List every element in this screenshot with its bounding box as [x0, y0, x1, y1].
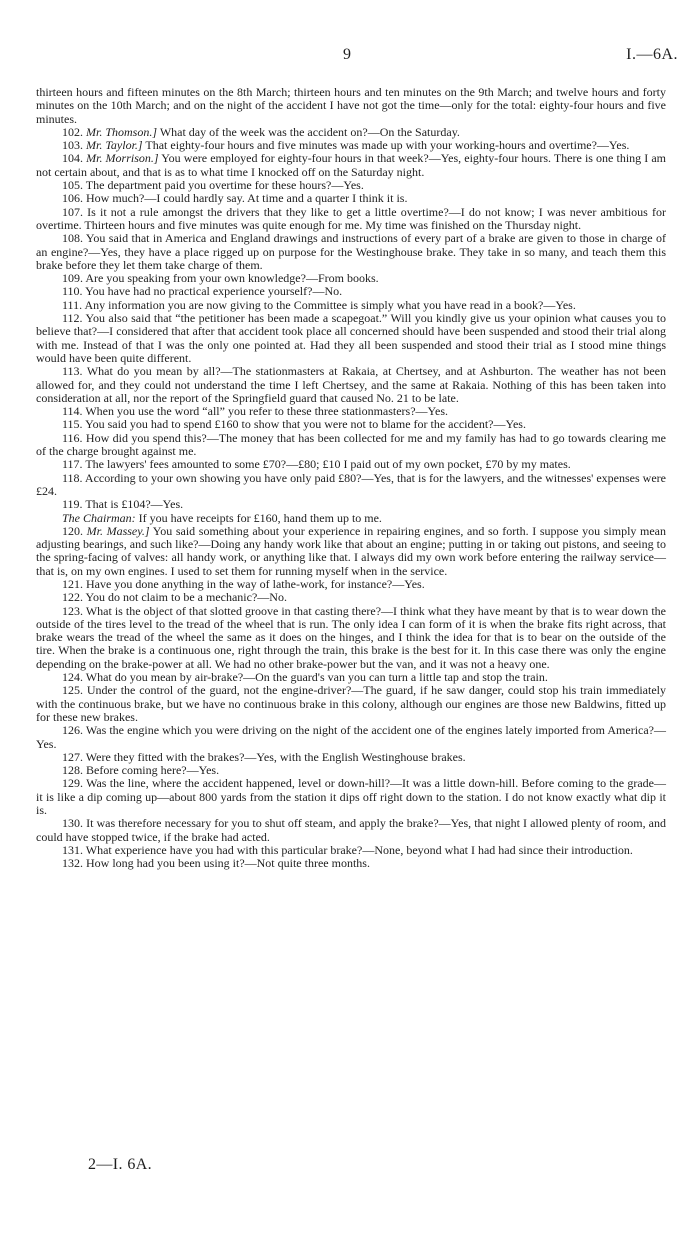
paragraph-text: 114. When you use the word “all” you refer to these three stationmasters?—Yes. — [62, 404, 449, 419]
paragraph-text: 111. Any information you are now giving to the Committee is simply what you have read in a book?—Yes. — [62, 297, 576, 312]
paragraph — [36, 671, 666, 684]
paragraph — [36, 458, 666, 471]
paragraph-text: 127. Were they fitted with the brakes?—Yes, with the English Westinghouse brakes. — [62, 749, 466, 764]
paragraph — [36, 192, 666, 205]
question-number: 104. — [62, 151, 83, 166]
paragraph-text: 124. What do you mean by air-brake?—On the guard's van you can turn a little tap and stop the train. — [62, 670, 548, 685]
question-number: 120. — [62, 523, 83, 538]
paragraph-text: That eighty-four hours and five minutes was made up with your working-hours and overtime?—Yes. — [145, 138, 630, 153]
paragraph — [36, 152, 666, 179]
paragraph — [36, 405, 666, 418]
paragraph-text: 130. It was therefore necessary for you to shut off steam, and apply the brake?—Yes, that night I allowed plenty of room, and could have stopped twice, if the brake had acted. — [36, 816, 666, 844]
speaker-name: Mr. Morrison.] — [86, 151, 159, 166]
paragraph — [36, 857, 666, 870]
paragraph — [36, 751, 666, 764]
paragraph-text: 118. According to your own showing you have only paid £80?—Yes, that is for the lawyers, and the witnesses' expenses were £24. — [36, 470, 666, 498]
paragraph — [36, 684, 666, 724]
page-number: 9 — [343, 46, 351, 63]
paragraph-text: 131. What experience have you had with this particular brake?—None, beyond what I had had since their introduction. — [62, 842, 633, 857]
paragraph-text: What day of the week was the accident on?—On the Saturday. — [159, 124, 460, 139]
speaker-name: Mr. Thomson.] — [86, 124, 158, 139]
paragraph — [36, 312, 666, 365]
paragraph-text: 108. You said that in America and England drawings and instructions of every part of a brake are given to those in charge of an engine?—Yes, they have a place rigged up on purpose for the Westinghouse brake. They take in so many, and teach them this brake before they let them take charge of them. — [36, 231, 666, 272]
paragraph — [36, 591, 666, 604]
paragraph — [36, 365, 666, 405]
paragraph-text: 116. How did you spend this?—The money that has been collected for me and my family has had to go towards clearing me of the charge brought against me. — [36, 430, 666, 459]
paragraph-text: 109. Are you speaking from your own knowledge?—From books. — [62, 271, 379, 286]
paragraph-text: thirteen hours and fifteen minutes on the 8th March; thirteen hours and ten minutes on the 9th March; and twelve hours and forty minutes on the 10th March; and on the night of the accident I have not got the time—only for the total: eighty-four hours and five minutes. — [36, 85, 666, 126]
question-number: 103. — [62, 138, 83, 153]
paragraph — [36, 605, 666, 671]
paragraph-text: You said something about your experience in repairing engines, and so forth. I suppose you simply mean adjusting bearings, and such like?—Doing any handy work like that about an engine; putting in or taking out pistons, and seeing to the spring-facing of valves: all handy work, or anything like that. I always did my own work before entering the railway service—that is, on my own engines. I used to set them for running myself when in the service. — [36, 523, 667, 578]
paragraph-text: 117. The lawyers' fees amounted to some £70?—£80; £10 I paid out of my own pocket, £70 by my mates. — [62, 457, 571, 472]
paragraph — [36, 86, 666, 126]
speaker-name: The Chairman: — [62, 510, 136, 525]
paragraph-text: 126. Was the engine which you were driving on the night of the accident one of the engines lately imported from America?—Yes. — [36, 723, 666, 751]
paragraph-text: 112. You also said that “the petitioner has been made a scapegoat.” Will you kindly give us your opinion what causes you to believe that?—I considered that after that accident took place all concerned should have been suspended and stood their trial along with me. Instead of that I was the only one pointed at. Had they all been suspended and stood their trial as I stood mine things would have been quite different. — [36, 311, 666, 365]
paragraph-text: If you have receipts for £160, hand them up to me. — [138, 510, 382, 525]
paragraph — [36, 179, 666, 192]
paragraph — [36, 432, 666, 459]
paragraph — [36, 777, 666, 817]
paragraph — [36, 139, 666, 152]
paragraph-text: 115. You said you had to spend £160 to show that you were not to blame for the accident?—Yes. — [62, 417, 526, 432]
paragraph-text: 121. Have you done anything in the way of lathe-work, for instance?—Yes. — [62, 576, 425, 591]
paragraph — [36, 272, 666, 285]
paragraph-text: 105. The department paid you overtime for these hours?—Yes. — [62, 178, 364, 193]
page-header — [0, 46, 700, 70]
paragraph — [36, 232, 666, 272]
paragraph — [36, 724, 666, 751]
paragraph — [36, 817, 666, 844]
paragraph — [36, 498, 666, 511]
signature-mark: 2—I. 6A. — [88, 1156, 153, 1173]
paragraph — [36, 285, 666, 298]
paragraph-text: 106. How much?—I could hardly say. At time and a quarter I think it is. — [62, 191, 408, 206]
speaker-name: Mr. Massey.] — [86, 523, 150, 538]
paragraph-text: 125. Under the control of the guard, not the engine-driver?—The guard, if he saw danger, could stop his train immediately with the continuous brake, but we have no continuous brake in this colony, although our engines are those new Baldwins, fitted up for these new brakes. — [36, 683, 666, 724]
speaker-name: Mr. Taylor.] — [86, 138, 143, 153]
paragraph — [36, 206, 666, 233]
paragraph-text: 110. You have had no practical experience yourself?—No. — [62, 284, 343, 299]
paragraph-text: 128. Before coming here?—Yes. — [62, 763, 220, 778]
paragraph — [36, 578, 666, 591]
paragraph — [36, 844, 666, 857]
paragraph — [36, 512, 666, 525]
paragraph-text: 129. Was the line, where the accident happened, level or down-hill?—It was a little down-hill. Before coming to the grade—it is like a dip coming up—about 800 yards from the station it dips off right down to the station. I do not know exactly what dip it is. — [36, 776, 666, 818]
paragraph — [36, 764, 666, 777]
paragraph-text: 122. You do not claim to be a mechanic?—No. — [62, 590, 287, 605]
paragraph-text: 123. What is the object of that slotted groove in that casting there?—I think what they have meant by that is to wear down the outside of the tires level to the tread of the wheel that is run. The only idea I can form of it is when the brake fits right across, that brake wears the tread of the wheel the same as it does on the hinges, and I think the idea for that is to bear on the outside of the tire. When the brake is a continuous one, right through the train, this brake is the best for it. In this case there was only the engine depending on the brake-power at all. We had no other brake-power but the van, and it was not a heavy one. — [36, 603, 666, 671]
paragraph-text: 113. What do you mean by all?—The stationmasters at Rakaia, at Chertsey, and at Ashburton. The weather has not been allowed for, and they could not understand the time I left Chertsey, and the same at Rakaia. Nothing of this has been taken into consideration at all, nor the report of the Springfield guard that caused No. 21 to be late. — [36, 364, 666, 405]
paragraph — [36, 525, 666, 578]
paragraph-text: 132. How long had you been using it?—Not quite three months. — [62, 856, 370, 871]
paragraph-text: 119. That is £104?—Yes. — [62, 497, 184, 512]
paragraph-text: You were employed for eighty-four hours in that week?—Yes, eighty-four hours. There is one thing I am not certain about, and that is as to what time I knocked off on the Saturday night. — [36, 151, 666, 179]
paragraph — [36, 418, 666, 431]
paragraph-text: 107. Is it not a rule amongst the drivers that they like to get a little overtime?—I do not know; I was never ambitious for overtime. Thirteen hours and five minutes was quite enough for me. My time was finished on the Thursday night. — [36, 204, 666, 232]
question-number: 102. — [62, 124, 83, 139]
paragraph — [36, 472, 666, 499]
paragraph — [36, 299, 666, 312]
paragraph — [36, 126, 666, 139]
evidence-text — [36, 86, 666, 871]
paper-reference: I.—6A. — [626, 46, 678, 63]
